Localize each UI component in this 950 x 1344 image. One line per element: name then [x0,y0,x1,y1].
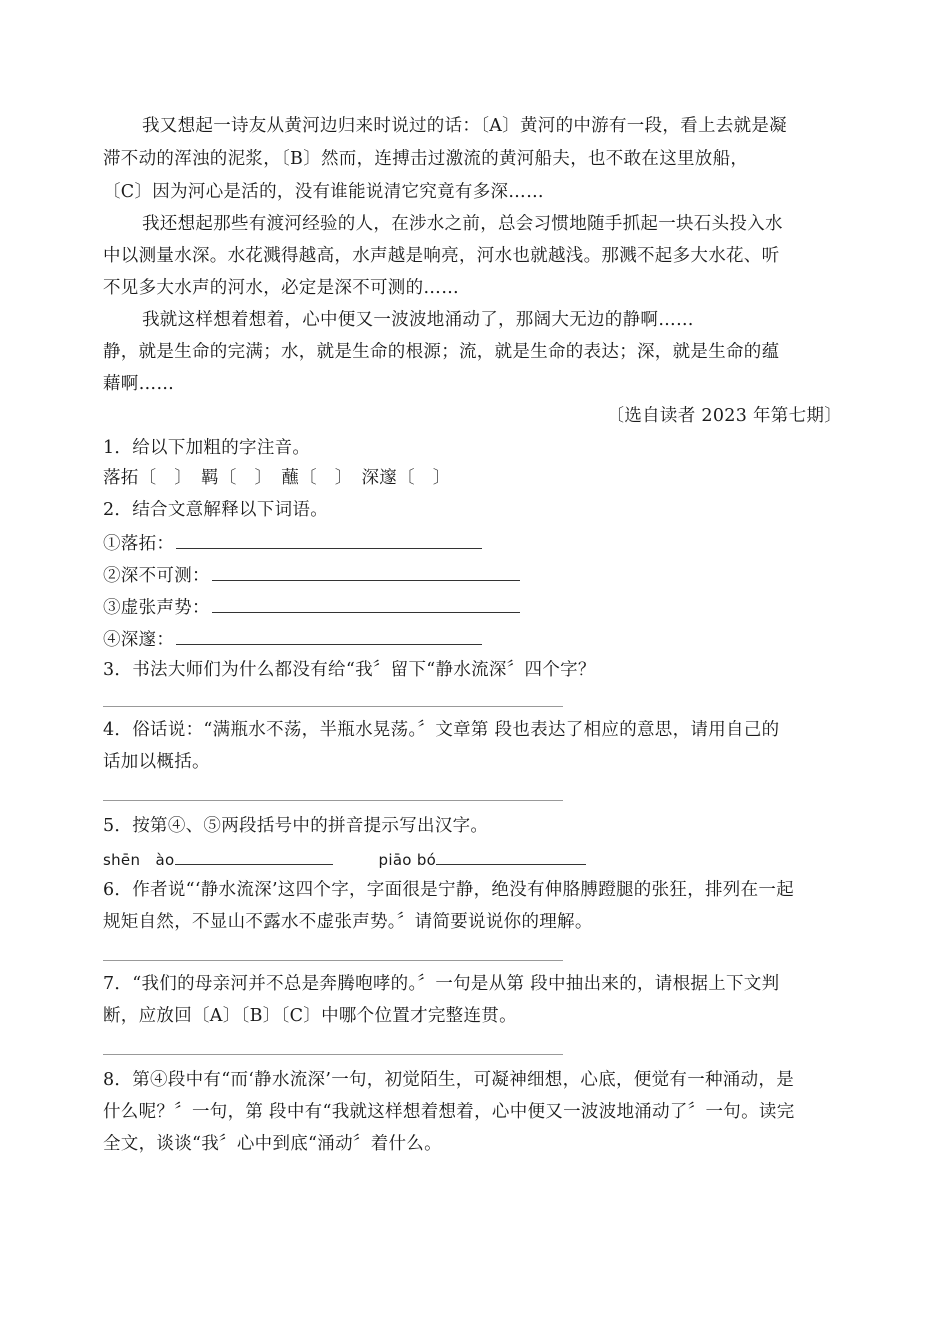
passage-line: 静，就是生命的完满；水，就是生命的根源；流，就是生命的表达；深，就是生命的蕴 [103,342,780,362]
answer-blank[interactable] [176,626,482,645]
question-8-cont: 全文，谈谈“我〞心中到底“涌动〞着什么。 [103,1134,442,1154]
answer-blank[interactable] [212,594,520,613]
q2-item [103,626,482,652]
passage-line: 滞不动的浑浊的泥浆，〔B〕然而，连搏击过激流的黄河船夫，也不敢在这里放船， [103,149,749,169]
passage-line: 中以测量水深。水花溅得越高，水声越是响亮，河水也就越浅。那溅不起多大水花、听 [103,246,780,266]
pinyin-shen-ao: shēn ào [103,851,175,869]
question-7: 7．“我们的母亲河并不总是奔腾咆哮的。〞一句是从第 段中抽出来的，请根据上下文判 [103,974,780,994]
q2-item-label: ④深邃： [103,630,175,650]
question-8-cont: 什么呢？〞一句，第 段中有“我就这样想着想着，心中便又一波波地涌动了〞一句。读完 [103,1102,795,1122]
passage-line: 〔C〕因为河心是活的，没有谁能说清它究竟有多深…… [103,182,544,202]
question-8: 8．第④段中有“而‘静水流深’一句，初觉陌生，可凝神细想，心底，便觉有一种涌动，是 [103,1070,795,1090]
answer-blank[interactable] [436,848,586,865]
question-6: 6．作者说“‘静水流深’这四个字，字面很是宁静，绝没有伸胳膊蹬腿的张狂，排列在一起 [103,880,795,900]
question-2: 2．结合文意解释以下词语。 [103,500,329,520]
passage-line: 我就这样想着想着，心中便又一波波地涌动了，那阔大无边的静啊…… [142,310,694,330]
answer-line[interactable] [103,800,563,801]
q2-item [103,530,482,556]
passage-line: 我还想起那些有渡河经验的人，在涉水之前，总会习惯地随手抓起一块石头投入水 [142,214,783,234]
question-1: 1．给以下加粗的字注音。 [103,438,311,458]
question-4: 4．俗话说：“满瓶水不荡，半瓶水晃荡。〞文章第 段也表达了相应的意思，请用自己的 [103,720,780,740]
q2-item [103,562,520,588]
answer-blank[interactable] [176,530,482,549]
passage-line: 我又想起一诗友从黄河边归来时说过的话：〔A〕黄河的中游有一段，看上去就是凝 [142,116,787,136]
q2-item-label: ①落拓： [103,534,175,554]
question-1-items: 落拓〔 〕 羁〔 〕 蘸〔 〕 深邃〔 〕 [103,468,451,488]
pinyin-piao-bo: piāo bó [378,851,437,869]
q5-pinyin-row [103,848,586,872]
answer-blank[interactable] [212,562,520,581]
source-citation: 〔选自读者 2023 年第七期〕 [606,406,842,426]
q2-item-label: ②深不可测： [103,566,210,586]
answer-line[interactable] [103,960,563,961]
answer-blank[interactable] [175,848,333,865]
question-6-cont: 规矩自然，不显山不露水不虚张声势。〞请简要说说你的理解。 [103,912,593,932]
q2-item [103,594,520,620]
passage-line: 藉啊…… [103,374,175,394]
passage-line: 不见多大水声的河水，必定是深不可测的…… [103,278,459,298]
question-7-cont: 断，应放回〔A〕〔B〕〔C〕中哪个位置才完整连贯。 [103,1006,517,1026]
answer-line[interactable] [103,1054,563,1055]
question-3: 3．书法大师们为什么都没有给“我〞留下“静水流深〞四个字？ [103,660,596,680]
q2-item-label: ③虚张声势： [103,598,210,618]
question-5: 5．按第④、⑤两段括号中的拼音提示写出汉字。 [103,816,489,836]
answer-line[interactable] [103,706,563,707]
question-4-cont: 话加以概括。 [103,752,210,772]
